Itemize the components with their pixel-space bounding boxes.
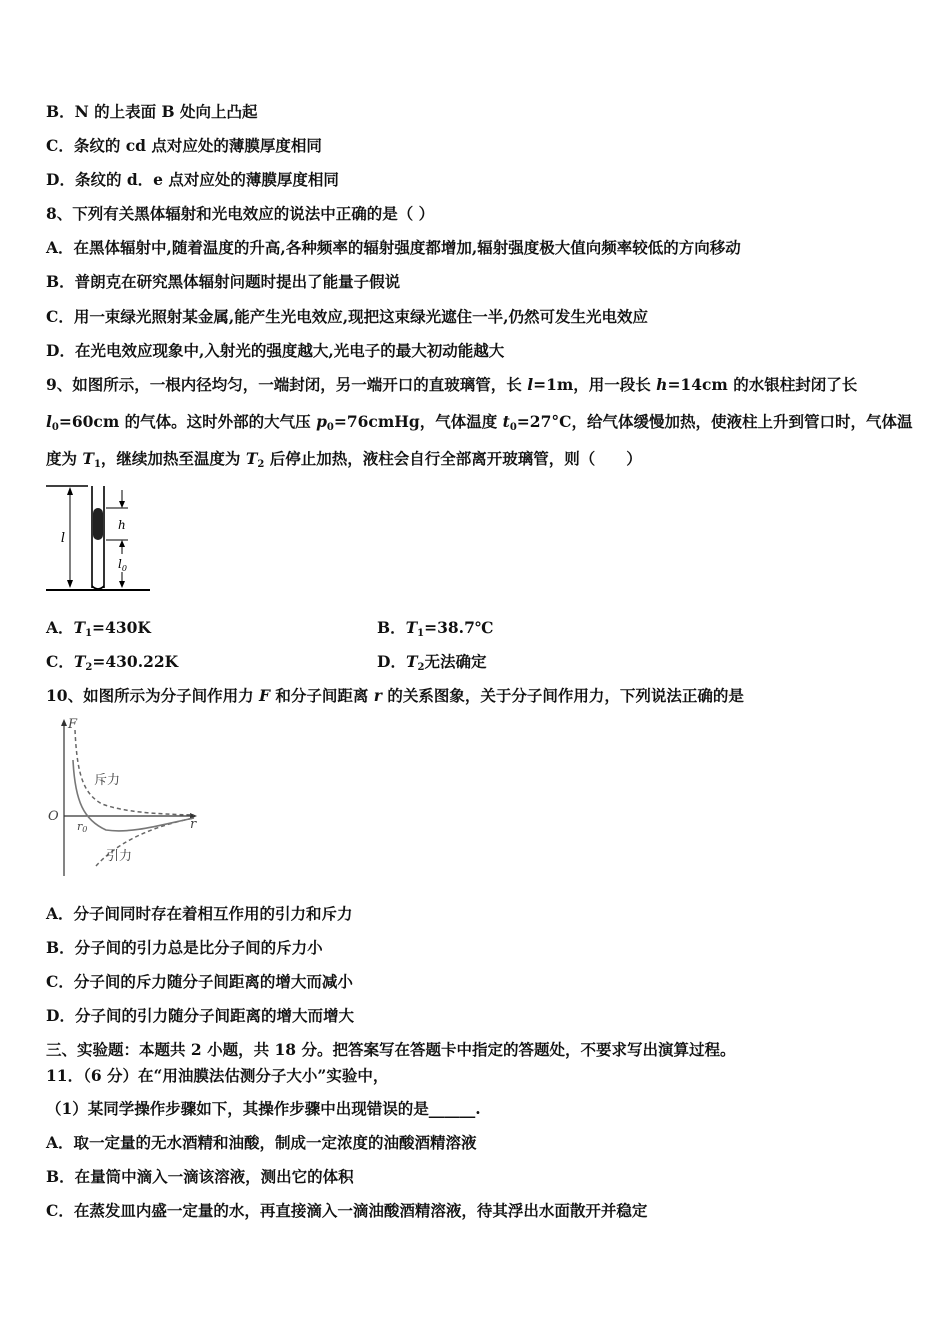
repulsion-curve <box>75 730 194 815</box>
q9-option-c: C．$T_2=430.22K$ <box>46 652 179 673</box>
q9-option-a: A．$T_1=430K$ <box>46 618 151 639</box>
q10-option-a: A．分子间同时存在着相互作用的引力和斥力 <box>46 904 353 923</box>
q11-sub1: （1）某同学操作步骤如下，其操作步骤中出现错误的是______. <box>46 1099 481 1118</box>
q9-stem-line1: 9、如图所示，一根内径均匀，一端封闭，另一端开口的直玻璃管，长 l=1m，用一段长 h=14cm 的水银柱封闭了长 <box>46 375 858 394</box>
tube-length-arrow-top <box>67 487 73 495</box>
y-axis-arrow <box>61 719 67 726</box>
q11-stem: 11．（6 分）在“用油膜法估测分子大小”实验中， <box>46 1066 389 1085</box>
tube-closed-end <box>92 586 104 589</box>
y-axis-label: F <box>68 717 78 732</box>
q9-option-b: B．$T_1=38.7℃$ <box>377 618 494 639</box>
attraction-label: 引力 <box>106 849 133 864</box>
q11-option-a: A．取一定量的无水酒精和油酸，制成一定浓度的油酸酒精溶液 <box>46 1133 477 1152</box>
resultant-curve <box>73 760 194 831</box>
q8-option-c: C．用一束绿光照射某金属,能产生光电效应,现把这束绿光遮住一半,仍然可发生光电效应 <box>46 307 649 326</box>
q11-option-b: B．在量筒中滴入一滴该溶液，测出它的体积 <box>46 1167 354 1186</box>
q9-option-d: D．$T_2$无法确定 <box>377 652 487 673</box>
q10-force-graph <box>44 716 206 878</box>
q8-option-a: A．在黑体辐射中,随着温度的升高,各种频率的辐射强度都增加,辐射强度极大值向频率较低的方向移动 <box>46 238 741 257</box>
h-label: h <box>118 518 126 532</box>
repulsion-label: 斥力 <box>94 773 121 788</box>
origin-label: O <box>48 809 59 824</box>
r0-label: r0 <box>77 820 88 834</box>
q9-tube-figure <box>44 482 154 594</box>
l0-label: $l_0$ <box>118 557 127 573</box>
tube-length-arrow-bottom <box>67 580 73 588</box>
section-3-heading: 三、实验题：本题共 2 小题，共 18 分。把答案写在答题卡中指定的答题处，不要求写出演算过程。 <box>46 1040 736 1059</box>
mercury-column <box>93 508 103 540</box>
tube-length-label: l <box>60 531 65 546</box>
h-upper-arrow <box>119 501 125 508</box>
q8-option-b: B．普朗克在研究黑体辐射问题时提出了能量子假说 <box>46 272 401 291</box>
q9-stem-line2: $l_0=60cm$ 的气体。这时外部的大气压 $p_0=76cmHg$，气体温度 $t_0=27^\circ C$，给气体缓慢加热，使液柱上升到管口时，气体温 <box>46 412 913 433</box>
q10-option-d: D．分子间的引力随分子间距离的增大而增大 <box>46 1006 354 1025</box>
q8-stem: 8、下列有关黑体辐射和光电效应的说法中正确的是（ ） <box>46 204 435 223</box>
q7-option-c: C．条纹的 cd 点对应处的薄膜厚度相同 <box>46 136 322 155</box>
q7-option-b: B．N 的上表面 B 处向上凸起 <box>46 102 258 121</box>
q10-option-c: C．分子间的斥力随分子间距离的增大而减小 <box>46 972 353 991</box>
h-lower-arrow <box>119 540 125 547</box>
q7-option-d: D．条纹的 d．e 点对应处的薄膜厚度相同 <box>46 170 339 189</box>
x-axis-label: r <box>190 817 197 832</box>
q9-stem-line3: 度为 $T_1$，继续加热至温度为 $T_2$ 后停止加热，液柱会自行全部离开玻璃管，则（ ） <box>46 449 642 470</box>
l0-arrow <box>119 581 125 588</box>
q8-option-d: D．在光电效应现象中,入射光的强度越大,光电子的最大初动能越大 <box>46 341 505 360</box>
q11-option-c: C．在蒸发皿内盛一定量的水，再直接滴入一滴油酸酒精溶液，待其浮出水面散开并稳定 <box>46 1201 648 1220</box>
q10-option-b: B．分子间的引力总是比分子间的斥力小 <box>46 938 323 957</box>
q10-stem: 10、如图所示为分子间作用力 F 和分子间距离 r 的关系图象，关于分子间作用力，下列说法正确的是 <box>46 686 744 705</box>
